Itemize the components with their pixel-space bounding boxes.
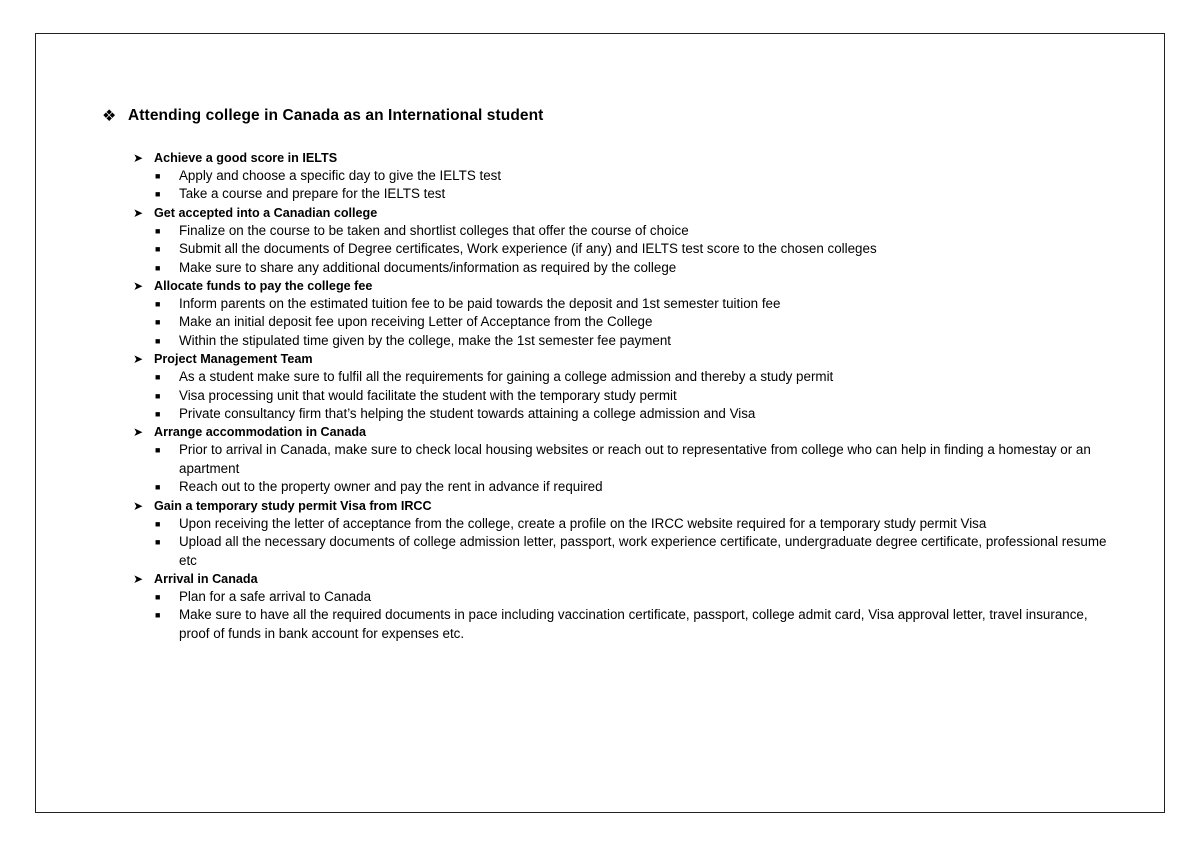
section-header — [133, 423, 1133, 441]
square-bullet-icon: ■ — [155, 518, 161, 529]
list-item — [155, 368, 1133, 386]
square-bullet-icon: ■ — [155, 262, 161, 273]
list-item — [155, 606, 1133, 643]
square-bullet-icon: ■ — [155, 591, 161, 602]
list-item-text: Apply and choose a specific day to give the IELTS test — [179, 168, 502, 183]
section — [133, 277, 1133, 350]
list-item-text: Take a course and prepare for the IELTS test — [179, 186, 446, 202]
list-item-text: Make sure to share any additional documents/information as required by the college — [179, 259, 677, 275]
section-header — [133, 204, 1133, 222]
square-bullet-icon: ■ — [155, 537, 161, 548]
list-item-text: Upload all the necessary documents of college admission letter, passport, work experience certificate, undergraduate degree certificate, professional resume etc — [179, 534, 1107, 568]
section — [133, 350, 1133, 423]
square-bullet-icon: ■ — [155, 171, 161, 181]
section-items — [133, 222, 1133, 277]
section-title: Project Management Team — [154, 352, 313, 367]
arrow-bullet-icon: ➤ — [133, 151, 144, 165]
arrow-bullet-icon: ➤ — [133, 498, 144, 513]
square-bullet-icon: ■ — [155, 390, 161, 401]
list-item — [155, 533, 1133, 570]
section — [133, 149, 1133, 204]
square-bullet-icon: ■ — [155, 482, 161, 493]
list-item — [155, 240, 1133, 258]
list-item-text: Make sure to have all the required documents in pace including vaccination certificate, passport, college admit card, Visa approval letter, travel insurance, proof of funds in bank account for expenses etc. — [179, 607, 1088, 641]
arrow-bullet-icon: ➤ — [133, 352, 144, 367]
section-items — [133, 368, 1133, 423]
square-bullet-icon: ■ — [155, 335, 161, 346]
list-item — [155, 515, 1133, 533]
section — [133, 570, 1133, 643]
section-header — [133, 277, 1133, 295]
section-header — [133, 149, 1133, 167]
section-title: Arrange accommodation in Canada — [154, 425, 367, 440]
square-bullet-icon: ■ — [155, 372, 161, 383]
list-item-text: Plan for a safe arrival to Canada — [179, 588, 372, 604]
section — [133, 423, 1133, 496]
list-item — [155, 441, 1133, 478]
section-items — [133, 441, 1133, 496]
square-bullet-icon: ■ — [155, 189, 161, 200]
list-item-text: Reach out to the property owner and pay the rent in advance if required — [179, 479, 603, 495]
list-item — [155, 259, 1133, 277]
list-item-text: Prior to arrival in Canada, make sure to check local housing websites or reach out to representative from college who can help in finding a homestay or an apartment — [179, 442, 1091, 476]
square-bullet-icon: ■ — [155, 244, 161, 255]
list-item-text: Upon receiving the letter of acceptance from the college, create a profile on the IRCC website required for a temporary study permit Visa — [179, 515, 987, 531]
list-item — [155, 387, 1133, 405]
list-item — [155, 167, 1133, 185]
square-bullet-icon: ■ — [155, 317, 161, 328]
section-header — [133, 497, 1133, 515]
list-item-text: Finalize on the course to be taken and shortlist colleges that offer the course of choice — [179, 222, 689, 238]
section-title: Achieve a good score in IELTS — [154, 151, 338, 165]
square-bullet-icon: ■ — [155, 445, 161, 456]
section-items — [133, 295, 1133, 350]
arrow-bullet-icon: ➤ — [133, 279, 144, 294]
square-bullet-icon: ■ — [155, 409, 161, 420]
section-list — [133, 149, 1133, 643]
list-item — [155, 588, 1133, 606]
section-items — [133, 167, 1133, 204]
section-header — [133, 350, 1133, 368]
list-item-text: Inform parents on the estimated tuition fee to be paid towards the deposit and 1st semester tuition fee — [179, 296, 781, 312]
section-title: Gain a temporary study permit Visa from IRCC — [154, 498, 432, 513]
diamond-bullet-icon: ❖ — [102, 108, 117, 125]
square-bullet-icon: ■ — [155, 299, 161, 310]
list-item — [155, 478, 1133, 496]
section-title: Arrival in Canada — [154, 571, 258, 586]
section — [133, 497, 1133, 570]
list-item — [155, 222, 1133, 240]
list-item-text: Submit all the documents of Degree certificates, Work experience (if any) and IELTS test score to the chosen colleges — [179, 241, 877, 257]
section-header — [133, 570, 1133, 588]
list-item — [155, 295, 1133, 313]
section-items — [133, 515, 1133, 570]
list-item — [155, 405, 1133, 423]
list-item-text: Within the stipulated time given by the college, make the 1st semester fee payment — [179, 332, 671, 348]
square-bullet-icon: ■ — [155, 610, 161, 621]
section-title: Get accepted into a Canadian college — [154, 205, 378, 220]
heading — [102, 106, 543, 126]
list-item — [155, 332, 1133, 350]
arrow-bullet-icon: ➤ — [133, 425, 144, 440]
list-item-text: Make an initial deposit fee upon receiving Letter of Acceptance from the College — [179, 314, 653, 330]
list-item-text: Private consultancy firm that’s helping the student towards attaining a college admission and Visa — [179, 406, 756, 422]
list-item-text: As a student make sure to fulfil all the requirements for gaining a college admission and thereby a study permit — [179, 369, 834, 385]
list-item — [155, 313, 1133, 331]
section-title: Allocate funds to pay the college fee — [154, 279, 373, 294]
arrow-bullet-icon: ➤ — [133, 571, 144, 586]
square-bullet-icon: ■ — [155, 225, 161, 236]
section — [133, 204, 1133, 277]
arrow-bullet-icon: ➤ — [133, 205, 144, 220]
section-items — [133, 588, 1133, 643]
list-item-text: Visa processing unit that would facilitate the student with the temporary study permit — [179, 387, 677, 403]
list-item — [155, 185, 1133, 203]
heading-text: Attending college in Canada as an International student — [128, 107, 544, 124]
